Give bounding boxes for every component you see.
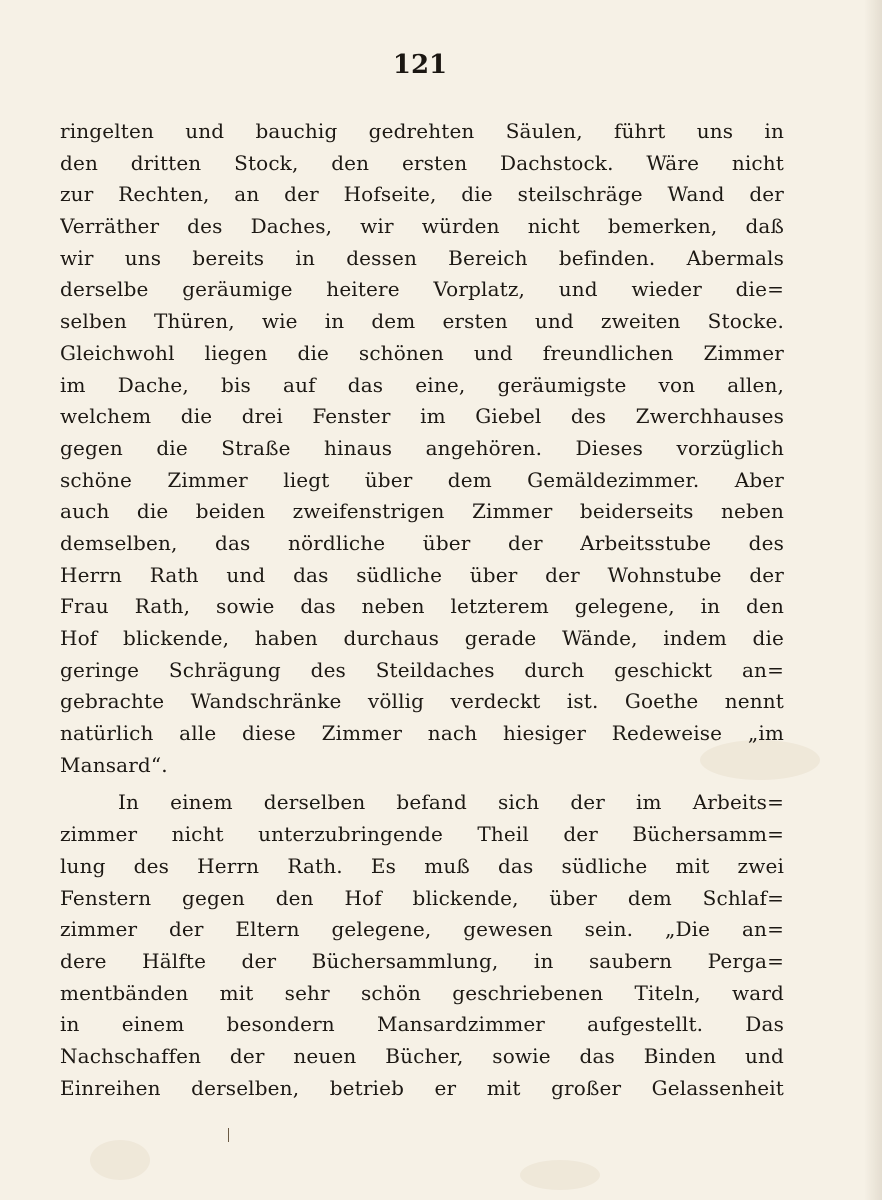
- text-line: welchem die drei Fenster im Giebel des Zwerchhauses: [60, 404, 784, 429]
- text-line: zur Rechten, an der Hofseite, die steilschräge Wand der: [60, 182, 784, 207]
- text-line: lung des Herrn Rath. Es muß das südliche mit zwei: [60, 853, 784, 878]
- text-line: gebrachte Wandschränke völlig verdeckt ist. Goethe nennt: [60, 689, 784, 714]
- body-text: [60, 116, 784, 1104]
- text-line: ringelten und bauchig gedrehten Säulen, führt uns in: [60, 119, 784, 143]
- text-line: Fenstern gegen den Hof blickende, über dem Schlaf=: [60, 885, 784, 910]
- text-line: Hof blickende, haben durchaus gerade Wände, indem die: [60, 626, 784, 650]
- text-line: wir uns bereits in dessen Bereich befinden. Abermals: [60, 245, 784, 270]
- text-line: den dritten Stock, den ersten Dachstock. Wäre nicht: [60, 150, 784, 175]
- text-line: zimmer der Eltern gelegene, gewesen sein. „Die an=: [60, 917, 784, 942]
- text-line: demselben, das nördliche über der Arbeitsstube des: [60, 530, 784, 555]
- text-line: Verräther des Daches, wir würden nicht bemerken, daß: [60, 214, 784, 239]
- text-line: Mansard“.: [60, 752, 168, 777]
- text-line: In einem derselben befand sich der im Arbeits=: [118, 790, 784, 815]
- text-line: in einem besondern Mansardzimmer aufgestellt. Das: [60, 1012, 784, 1037]
- text-line: im Dache, bis auf das eine, geräumigste von allen,: [60, 372, 784, 397]
- text-line: Nachschaffen der neuen Bücher, sowie das Binden und: [60, 1043, 784, 1068]
- text-line: schöne Zimmer liegt über dem Gemäldezimmer. Aber: [60, 467, 784, 492]
- text-line: gegen die Straße hinaus angehören. Dieses vorzüglich: [60, 435, 784, 460]
- paper-stain: [520, 1160, 600, 1190]
- text-line: Frau Rath, sowie das neben letzterem gelegene, in den: [60, 594, 784, 619]
- text-line: selben Thüren, wie in dem ersten und zweiten Stocke.: [60, 309, 784, 334]
- paper-stain: [90, 1140, 150, 1180]
- text-line: mentbänden mit sehr schön geschriebenen Titeln, ward: [60, 980, 784, 1005]
- text-line: Gleichwohl liegen die schönen und freundlichen Zimmer: [60, 340, 784, 365]
- page-number: 121: [392, 50, 448, 80]
- text-line: natürlich alle diese Zimmer nach hiesiger Redeweise „im: [60, 721, 784, 746]
- text-line: Herrn Rath und das südliche über der Wohnstube der: [60, 562, 784, 587]
- page-edge-shadow: [864, 0, 882, 1200]
- text-line: derselbe geräumige heitere Vorplatz, und wieder die=: [60, 277, 784, 302]
- print-mark: [228, 1128, 229, 1142]
- text-line: Einreihen derselben, betrieb er mit großer Gelassenheit: [60, 1075, 784, 1100]
- text-line: geringe Schrägung des Steildaches durch geschickt an=: [60, 657, 784, 682]
- text-line: zimmer nicht unterzubringende Theil der Büchersamm=: [60, 822, 784, 847]
- text-line: dere Hälfte der Büchersammlung, in saubern Perga=: [60, 948, 784, 973]
- text-line: auch die beiden zweifenstrigen Zimmer beiderseits neben: [60, 499, 784, 524]
